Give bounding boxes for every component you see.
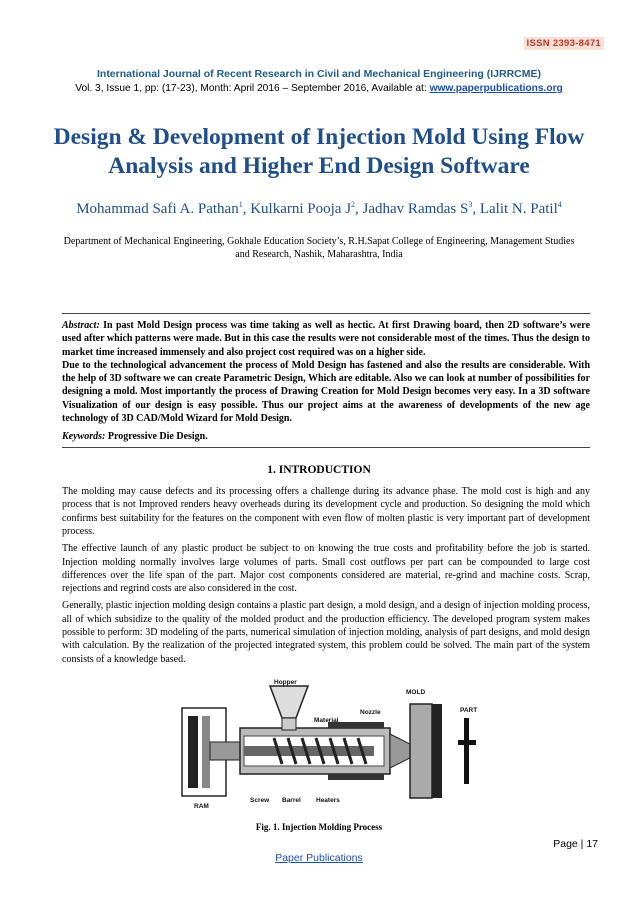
label-material: Material	[314, 717, 339, 724]
abstract-bottom-divider	[62, 447, 590, 448]
ram-rod	[210, 742, 240, 760]
keywords	[62, 431, 590, 442]
volume-line	[0, 83, 638, 94]
hopper-throat	[282, 718, 296, 730]
label-nozzle: Nozzle	[360, 709, 381, 716]
label-mold: MOLD	[406, 689, 426, 696]
keywords-text: Progressive Die Design.	[107, 431, 208, 442]
paper-title: Design & Development of Injection Mold Using Flow Analysis and Higher End Design Software	[53, 124, 585, 179]
author-affiliation-number: 1	[238, 200, 243, 209]
section-heading: 1. INTRODUCTION	[267, 464, 371, 476]
abstract	[62, 319, 590, 425]
label-heaters: Heaters	[316, 797, 340, 804]
mold-half-fixed	[410, 704, 432, 798]
nozzle	[390, 734, 410, 768]
volume-text: Vol. 3, Issue 1, pp: (17-23), Month: April 2016 – September 2016, Available at:	[75, 83, 430, 94]
label-part: PART	[460, 707, 478, 714]
section-body	[62, 485, 590, 670]
injection-molding-figure	[178, 678, 488, 812]
hopper	[270, 686, 308, 718]
body-paragraph: Generally, plastic injection molding design contains a plastic part design, a mold design, and a design of injection molding process, all of which subsidize to the quality of the molded product and the production efficiency. The developed program system makes possible to perform: 3D modeling of the parts, numerical simulation of injection molding, analysis of part designs, and mold design with calculation. By the realization of the projected integrated system, this problem could be solved. The main part of the system consists of a knowledge based.	[62, 600, 590, 665]
affiliation: Department of Mechanical Engineering, Gokhale Education Society’s, R.H.Sapat College of Engineering, Management Studies and Research, Nashik, Maharashtra, India	[63, 236, 575, 260]
author-name: Jadhav Ramdas S	[362, 201, 469, 217]
ram-plate-inner	[202, 716, 210, 788]
body-paragraph: The molding may cause defects and its processing offers a challenge during its advance phase. The mold cost is high and any process that is not Improved renders heavy overheads during its development cycle and production. So designing the mold which confirms best suitability for the features on the component with even flow of molten plastic is very important part of development process.	[62, 486, 590, 538]
author-affiliation-number: 4	[557, 200, 562, 209]
publisher-link[interactable]: Paper Publications	[275, 852, 363, 864]
abstract-paragraph: Due to the technological advancement the process of Mold Design has fastened and also the results are considerable. With the help of 3D software we can create Parametric Design, Which are editable. Also we can look at number of possibilities for designing a mold. Most importantly the process of Drawing Creation for Mold Design becomes very easy. In a 3D software Visualization of our design is easy possible. Thus our project aims at the awareness of developments of the new age technology of 3D CAD/Mold Wizard for Mold Design.	[62, 359, 590, 425]
ram-plate	[188, 716, 198, 788]
abstract-paragraph	[62, 319, 590, 359]
figure-caption: Fig. 1. Injection Molding Process	[255, 822, 383, 832]
page-number: Page | 17	[553, 838, 598, 850]
molded-part-rib	[458, 740, 476, 745]
author-name: Kulkarni Pooja J	[250, 201, 352, 217]
author-name: Mohammad Safi A. Pathan	[76, 201, 239, 217]
journal-name: International Journal of Recent Research in Civil and Mechanical Engineering (IJRRCME)	[96, 68, 541, 80]
author-name: Lalit N. Patil	[479, 201, 558, 217]
heater-bottom	[328, 774, 384, 780]
website-link[interactable]: www.paperpublications.org	[429, 83, 563, 94]
mold-half-moving	[432, 704, 442, 798]
label-barrel: Barrel	[282, 797, 301, 804]
label-ram: RAM	[194, 803, 209, 810]
author-list: Mohammad Safi A. Pathan$^1$, Kulkarni Pooja $J^2$, Jadhav Ramdas $S^3$, Lalit N. Patil$^4$	[76, 200, 562, 217]
abstract-top-divider	[62, 313, 590, 314]
abstract-label: Abstract:	[62, 320, 100, 331]
label-screw: Screw	[250, 797, 270, 804]
author-affiliation-number: 2	[351, 200, 356, 209]
author-affiliation-number: 3	[468, 200, 473, 209]
body-paragraph: The effective launch of any plastic product be subject to on knowing the true costs and profitability before the job is started. Injection molding normally involves large volumes of parts. Small cost outflows per part can be compounded to large cost differences over the life span of the part. Major cost components considered are material, re-grind and machine costs. Scrap, rejections and regrind costs are also considered in the cost.	[62, 543, 590, 595]
label-hopper: Hopper	[274, 679, 297, 686]
screw-shaft	[244, 746, 374, 756]
keywords-label: Keywords:	[62, 431, 106, 442]
abstract-text: In past Mold Design process was time taking as well as hectic. At first Drawing board, then 2D software’s were used after which patterns were made. But in this case the results were not considerable most of the times. Thus the design to market time increased immensely and also project cost required was on a higher side.	[62, 320, 591, 358]
issn-badge: ISSN 2393-8471	[524, 37, 604, 50]
molded-part	[464, 718, 469, 784]
